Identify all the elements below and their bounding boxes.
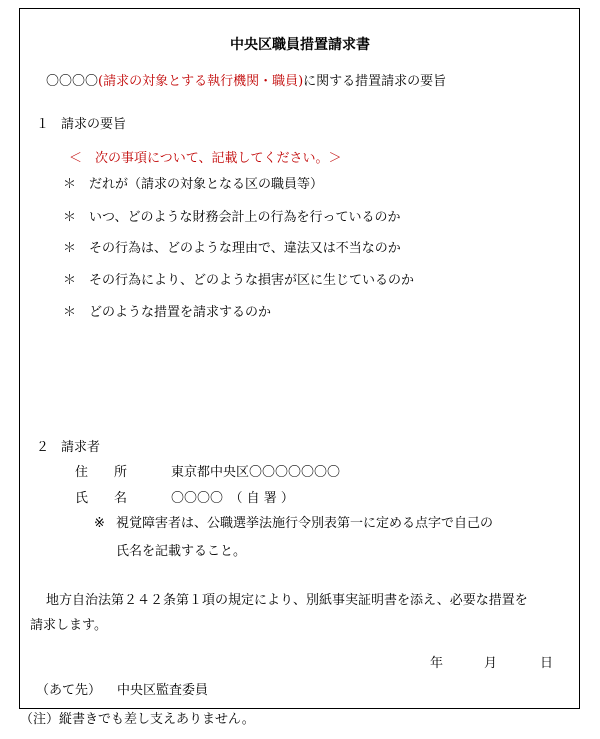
date-year: 年 [430,656,444,671]
footnote: （注）縦書きでも差し支えありません。 [20,712,255,727]
bullet-icon: ＊ [63,273,77,288]
list-item [63,273,414,289]
list-item-text: その行為により、どのような損害が区に生じているのか [89,273,415,288]
list-item [63,305,271,321]
name-value: 〇〇〇〇 （ 自 署 ） [171,491,294,506]
bullet-icon: ＊ [63,241,77,256]
subject-red-note: (請求の対象とする執行機関・職員) [98,74,304,89]
address-value: 東京都中央区〇〇〇〇〇〇〇 [171,465,341,480]
list-item [63,177,323,193]
subject-placeholder: 〇〇〇〇 [46,74,99,89]
bullet-icon: ＊ [63,177,77,192]
subject-line [46,74,446,90]
addressee-value: 中央区監査委員 [117,683,209,698]
section1-instruction: ＜ 次の事項について、記載してください。＞ [69,151,342,166]
document-title: 中央区職員措置請求書 [230,37,370,53]
section1-number: １ [36,117,50,132]
name-label: 氏 名 [75,491,128,506]
bullet-icon: ＊ [63,305,77,320]
section1-heading [36,117,126,133]
section1-title: 請求の要旨 [61,117,127,132]
note-line-1: 視覚障害者は、公職選挙法施行令別表第一に定める点字で自己の [116,516,494,531]
list-item-text: だれが（請求の対象となる区の職員等） [89,177,324,192]
list-item-text: その行為は、どのような理由で、違法又は不当なのか [89,241,401,256]
section2-heading [36,440,100,456]
subject-suffix: に関する措置請求の要旨 [303,74,447,89]
list-item [63,241,401,257]
list-item [63,210,400,226]
list-item-text: いつ、どのような財務会計上の行為を行っているのか [89,210,401,225]
date-day: 日 [540,656,554,671]
date-month: 月 [484,656,498,671]
section2-number: ２ [36,440,50,455]
statement-line-1: 地方自治法第２４２条第１項の規定により、別紙事実証明書を添え、必要な措置を [46,593,528,608]
bullet-icon: ＊ [63,210,77,225]
section2-title: 請求者 [61,440,101,455]
note-mark: ※ [94,516,105,531]
statement-line-2: 請求します。 [30,618,107,633]
address-label: 住 所 [75,465,128,480]
list-item-text: どのような措置を請求するのか [89,305,272,320]
addressee-label: （あて先） [36,683,102,698]
note-line-2: 氏名を記載すること。 [116,544,247,559]
